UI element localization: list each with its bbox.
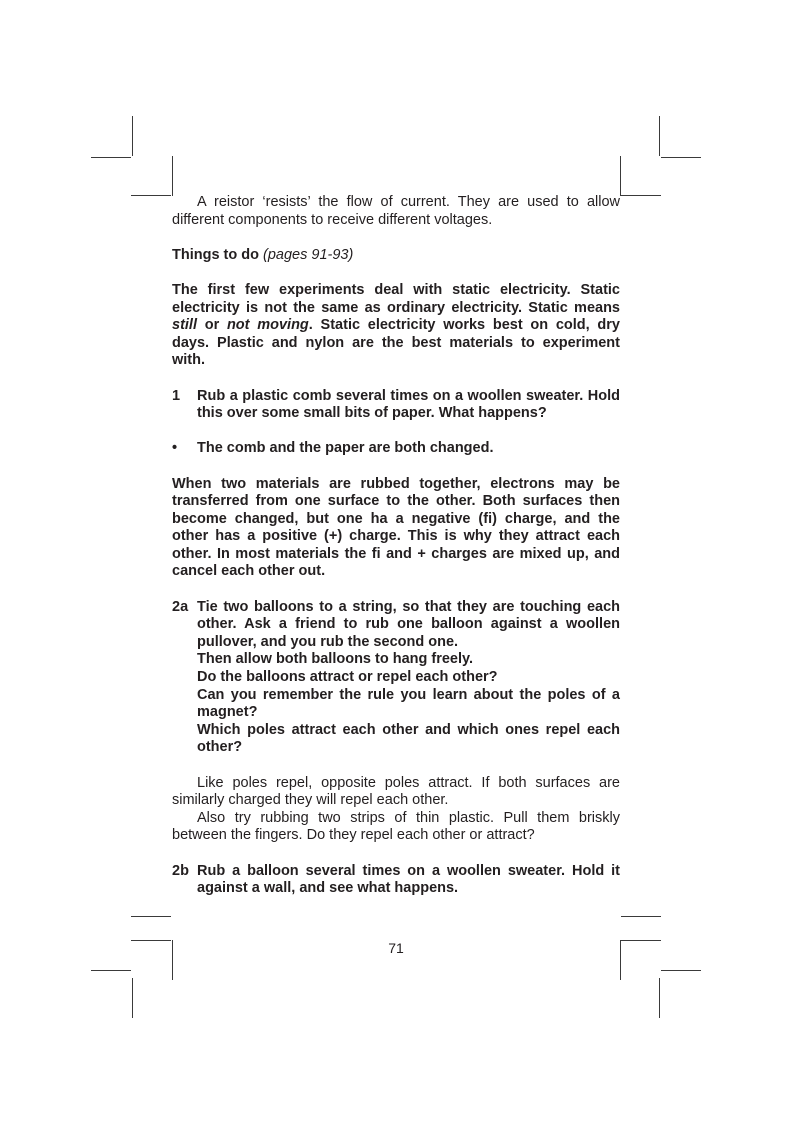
explanation-paragraph: When two materials are rubbed together, electrons may be transferred from one surface to the other. Both surfaces then become changed, but one ha a negative (ﬁ) charge, and the other has a positive (+) charge. This is why they attract each other. In most materials the ﬁ and + charges are mixed up, and cancel each other out. — [172, 475, 620, 580]
intro-still: still — [172, 317, 197, 334]
item-number: 2b — [172, 862, 189, 879]
paragraph-like-poles: Like poles repel, opposite poles attract. If both surfaces are similarly charged they will repel each other. — [172, 774, 620, 809]
page-content — [172, 194, 620, 898]
crop-mark — [91, 970, 131, 971]
crop-mark — [621, 916, 661, 917]
paragraph-resistor: A reistor ‘resists’ the flow of current. They are used to allow different components to receive different voltages. — [172, 194, 620, 228]
bullet-item — [172, 440, 620, 458]
bullet-mark: • — [172, 440, 178, 457]
bullet-text: The comb and the paper are both changed. — [197, 440, 494, 457]
intro-not-moving: not moving — [226, 317, 309, 334]
item-line: Tie two balloons to a string, so that they are touching each other. Ask a friend to rub one balloon against a woollen pullover, and you rub the second one. — [197, 598, 620, 650]
page-number: 71 — [388, 940, 404, 956]
paragraph-also-try: Also try rubbing two strips of thin plastic. Pull them briskly between the fingers. Do they repel each other or attract? — [172, 809, 620, 844]
crop-mark — [621, 195, 661, 196]
crop-mark — [661, 157, 701, 158]
item-text: Rub a plastic comb several times on a woollen sweater. Hold this over some small bits of paper. What happens? — [197, 387, 620, 422]
experiment-item-2b — [172, 863, 620, 898]
crop-mark — [661, 970, 701, 971]
item-number: 1 — [172, 387, 181, 404]
experiment-item-1 — [172, 388, 620, 423]
item-line: Then allow both balloons to hang freely. — [197, 651, 474, 668]
crop-mark — [131, 195, 171, 196]
intro-text-a: The first few experiments deal with static electricity. Static electricity is not the same as ordinary electricity. Static means — [172, 281, 620, 316]
pages-reference: (pages 91-93) — [263, 246, 354, 263]
crop-mark — [659, 978, 660, 1018]
heading-text: Things to do — [172, 246, 259, 263]
crop-mark — [172, 156, 173, 196]
experiment-item-2a — [172, 599, 620, 757]
crop-mark — [620, 156, 621, 196]
crop-mark — [132, 116, 133, 156]
item-line: Can you remember the rule you learn about the poles of a magnet? — [197, 686, 620, 721]
intro-paragraph — [172, 282, 620, 370]
item-text — [197, 599, 620, 757]
item-number: 2a — [172, 598, 189, 615]
item-line: Which poles attract each other and which ones repel each other? — [197, 721, 620, 756]
intro-or: or — [196, 317, 227, 334]
crop-mark — [91, 157, 131, 158]
things-to-do-heading — [172, 247, 620, 265]
crop-mark — [132, 978, 133, 1018]
crop-mark — [659, 116, 660, 156]
intro-text-b: . Static electricity works best on cold, dry days. Plastic and nylon are the best materials to experiment with. — [172, 317, 620, 369]
item-line: Do the balloons attract or repel each other? — [197, 669, 498, 686]
crop-mark — [131, 916, 171, 917]
item-text: Rub a balloon several times on a woollen sweater. Hold it against a wall, and see what happens. — [197, 862, 620, 897]
